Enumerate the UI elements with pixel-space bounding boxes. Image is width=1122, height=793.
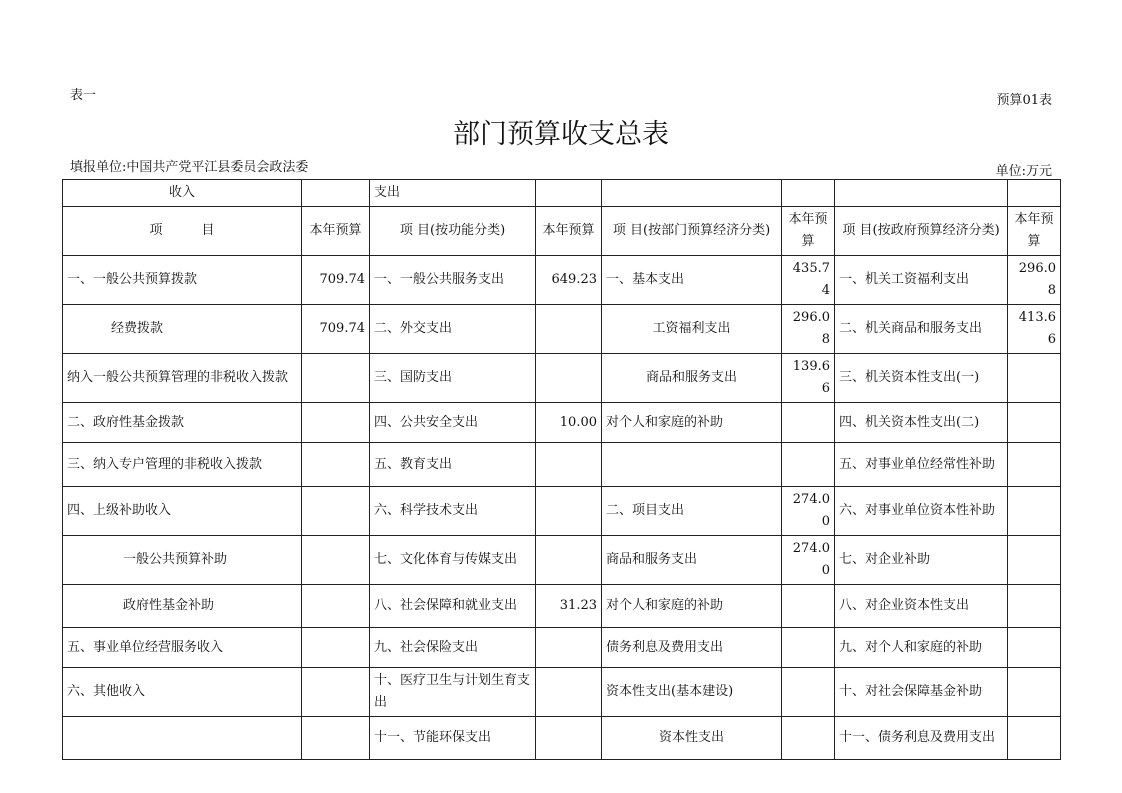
func-item-cell: 一、一般公共服务支出 bbox=[370, 256, 536, 305]
dept-item-cell: 资本性支出 bbox=[602, 717, 782, 760]
table-number-label: 表一 bbox=[70, 88, 97, 103]
func-item-cell: 七、文化体育与传媒支出 bbox=[370, 536, 536, 585]
func-amount-cell bbox=[536, 668, 602, 717]
income-amount-cell bbox=[302, 487, 370, 536]
income-cell: 政府性基金补助 bbox=[63, 585, 302, 628]
income-amount-cell: 709.74 bbox=[302, 305, 370, 354]
func-amount-cell bbox=[536, 487, 602, 536]
income-amount-cell bbox=[302, 403, 370, 443]
income-amount-cell bbox=[302, 668, 370, 717]
dept-item-cell bbox=[602, 443, 782, 487]
func-amount-header: 本年预算 bbox=[536, 207, 602, 256]
table-row bbox=[63, 443, 1061, 487]
gov-item-cell: 九、对个人和家庭的补助 bbox=[835, 628, 1008, 668]
income-amount-cell bbox=[302, 585, 370, 628]
func-amount-cell bbox=[536, 305, 602, 354]
dept-amount-cell: 274.00 bbox=[782, 487, 835, 536]
income-cell: 三、纳入专户管理的非税收入拨款 bbox=[63, 443, 302, 487]
budget-summary-table bbox=[62, 179, 1061, 760]
gov-item-cell: 十一、债务利息及费用支出 bbox=[835, 717, 1008, 760]
func-amount-cell: 10.00 bbox=[536, 403, 602, 443]
gov-amount-cell bbox=[1008, 487, 1061, 536]
table-row bbox=[63, 403, 1061, 443]
func-amount-cell bbox=[536, 536, 602, 585]
income-cell: 六、其他收入 bbox=[63, 668, 302, 717]
func-amount-cell: 649.23 bbox=[536, 256, 602, 305]
gov-amount-cell: 413.66 bbox=[1008, 305, 1061, 354]
func-amount-cell: 31.23 bbox=[536, 585, 602, 628]
func-item-cell: 二、外交支出 bbox=[370, 305, 536, 354]
table-row bbox=[63, 305, 1061, 354]
func-item-cell: 八、社会保障和就业支出 bbox=[370, 585, 536, 628]
gov-amount-cell bbox=[1008, 628, 1061, 668]
income-amount-cell bbox=[302, 443, 370, 487]
func-item-cell: 三、国防支出 bbox=[370, 354, 536, 403]
table-row bbox=[63, 628, 1061, 668]
budget-form-code: 预算01表 bbox=[996, 93, 1052, 108]
dept-amount-header: 本年预算 bbox=[782, 207, 835, 256]
income-cell: 一般公共预算补助 bbox=[63, 536, 302, 585]
dept-amount-cell: 139.66 bbox=[782, 354, 835, 403]
page-title: 部门预算收支总表 bbox=[453, 119, 669, 150]
income-amount-cell: 709.74 bbox=[302, 256, 370, 305]
func-amount-cell bbox=[536, 354, 602, 403]
gov-amount-cell bbox=[1008, 536, 1061, 585]
income-amount-cell bbox=[302, 628, 370, 668]
func-amount-cell bbox=[536, 443, 602, 487]
gov-amount-header: 本年预算 bbox=[1008, 207, 1061, 256]
expense-group-header: 支出 bbox=[370, 180, 536, 207]
dept-item-cell: 对个人和家庭的补助 bbox=[602, 403, 782, 443]
table-row bbox=[63, 256, 1061, 305]
func-item-cell: 九、社会保险支出 bbox=[370, 628, 536, 668]
func-item-cell: 十、医疗卫生与计划生育支出 bbox=[370, 668, 536, 717]
dept-amount-cell: 435.74 bbox=[782, 256, 835, 305]
reporting-unit: 填报单位:中国共产党平江县委员会政法委 bbox=[70, 160, 309, 175]
gov-item-cell: 七、对企业补助 bbox=[835, 536, 1008, 585]
gov-amount-cell bbox=[1008, 403, 1061, 443]
income-cell: 经费拨款 bbox=[63, 305, 302, 354]
func-item-header: 项 目(按功能分类) bbox=[370, 207, 536, 256]
income-cell: 四、上级补助收入 bbox=[63, 487, 302, 536]
dept-amount-cell bbox=[782, 443, 835, 487]
income-amount-cell bbox=[302, 536, 370, 585]
dept-item-cell: 一、基本支出 bbox=[602, 256, 782, 305]
gov-amount-cell bbox=[1008, 717, 1061, 760]
dept-amount-cell bbox=[782, 403, 835, 443]
func-item-cell: 五、教育支出 bbox=[370, 443, 536, 487]
gov-item-cell: 一、机关工资福利支出 bbox=[835, 256, 1008, 305]
table-row bbox=[63, 354, 1061, 403]
income-cell: 纳入一般公共预算管理的非税收入拨款 bbox=[63, 354, 302, 403]
table-row bbox=[63, 585, 1061, 628]
gov-amount-cell bbox=[1008, 668, 1061, 717]
income-cell: 二、政府性基金拨款 bbox=[63, 403, 302, 443]
func-amount-cell bbox=[536, 628, 602, 668]
gov-amount-cell bbox=[1008, 354, 1061, 403]
income-cell: 五、事业单位经营服务收入 bbox=[63, 628, 302, 668]
gov-item-cell: 五、对事业单位经常性补助 bbox=[835, 443, 1008, 487]
func-item-cell: 四、公共安全支出 bbox=[370, 403, 536, 443]
income-cell bbox=[63, 717, 302, 760]
table-row bbox=[63, 717, 1061, 760]
gov-item-cell: 六、对事业单位资本性补助 bbox=[835, 487, 1008, 536]
income-amount-cell bbox=[302, 717, 370, 760]
table-row bbox=[63, 668, 1061, 717]
income-cell: 一、一般公共预算拨款 bbox=[63, 256, 302, 305]
dept-amount-cell bbox=[782, 585, 835, 628]
dept-item-cell: 二、项目支出 bbox=[602, 487, 782, 536]
gov-item-cell: 二、机关商品和服务支出 bbox=[835, 305, 1008, 354]
gov-item-cell: 十、对社会保障基金补助 bbox=[835, 668, 1008, 717]
dept-item-cell: 商品和服务支出 bbox=[602, 536, 782, 585]
dept-item-cell: 债务利息及费用支出 bbox=[602, 628, 782, 668]
gov-item-cell: 三、机关资本性支出(一) bbox=[835, 354, 1008, 403]
gov-item-cell: 四、机关资本性支出(二) bbox=[835, 403, 1008, 443]
gov-item-cell: 八、对企业资本性支出 bbox=[835, 585, 1008, 628]
dept-item-cell: 工资福利支出 bbox=[602, 305, 782, 354]
income-item-header: 项 目 bbox=[63, 207, 302, 256]
dept-amount-cell bbox=[782, 628, 835, 668]
income-group-header: 收入 bbox=[63, 180, 302, 207]
func-item-cell: 十一、节能环保支出 bbox=[370, 717, 536, 760]
income-amount-cell bbox=[302, 354, 370, 403]
func-amount-cell bbox=[536, 717, 602, 760]
dept-item-cell: 商品和服务支出 bbox=[602, 354, 782, 403]
dept-amount-cell: 274.00 bbox=[782, 536, 835, 585]
dept-item-header: 项 目(按部门预算经济分类) bbox=[602, 207, 782, 256]
dept-item-cell: 对个人和家庭的补助 bbox=[602, 585, 782, 628]
table-row bbox=[63, 487, 1061, 536]
gov-item-header: 项 目(按政府预算经济分类) bbox=[835, 207, 1008, 256]
gov-amount-cell bbox=[1008, 443, 1061, 487]
dept-amount-cell bbox=[782, 668, 835, 717]
gov-amount-cell bbox=[1008, 585, 1061, 628]
dept-item-cell: 资本性支出(基本建设) bbox=[602, 668, 782, 717]
dept-amount-cell: 296.08 bbox=[782, 305, 835, 354]
gov-amount-cell: 296.08 bbox=[1008, 256, 1061, 305]
table-row bbox=[63, 536, 1061, 585]
dept-amount-cell bbox=[782, 717, 835, 760]
money-unit: 单位:万元 bbox=[995, 164, 1052, 179]
income-amount-header: 本年预算 bbox=[302, 207, 370, 256]
func-item-cell: 六、科学技术支出 bbox=[370, 487, 536, 536]
